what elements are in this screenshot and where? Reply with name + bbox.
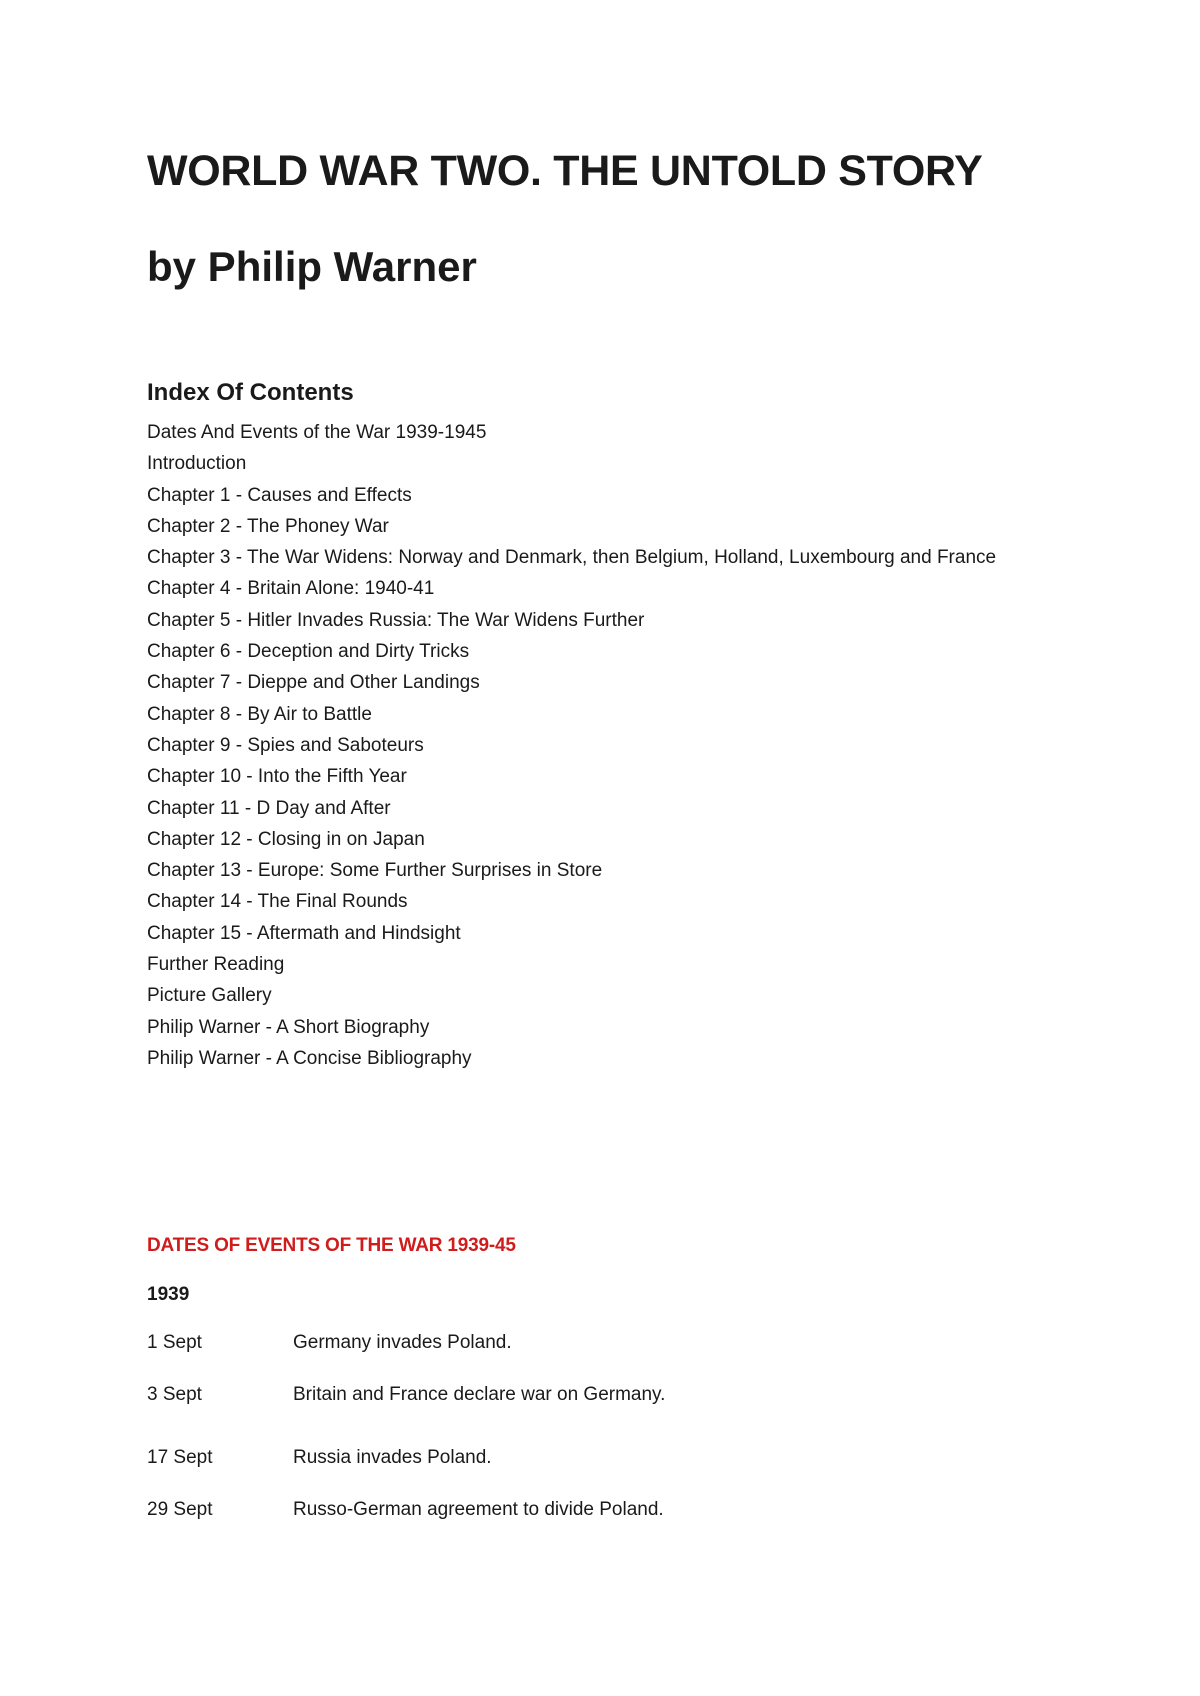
toc-item[interactable]: Chapter 5 - Hitler Invades Russia: The War Widens Further <box>147 609 645 631</box>
toc-item[interactable]: Further Reading <box>147 954 285 976</box>
toc-item[interactable]: Introduction <box>147 453 247 475</box>
toc-item[interactable]: Chapter 6 - Deception and Dirty Tricks <box>147 641 470 663</box>
toc-item[interactable]: Chapter 2 - The Phoney War <box>147 515 389 537</box>
document-title: WORLD WAR TWO. THE UNTOLD STORY <box>147 147 983 195</box>
dates-section-heading: DATES OF EVENTS OF THE WAR 1939-45 <box>147 1235 516 1256</box>
event-description: Russia invades Poland. <box>293 1447 492 1468</box>
event-description: Britain and France declare war on Germany. <box>293 1384 666 1405</box>
index-heading: Index Of Contents <box>147 379 354 406</box>
toc-item[interactable]: Chapter 13 - Europe: Some Further Surprises in Store <box>147 860 603 882</box>
year-heading: 1939 <box>147 1284 190 1305</box>
event-description: Russo-German agreement to divide Poland. <box>293 1499 664 1520</box>
toc-item[interactable]: Chapter 4 - Britain Alone: 1940-41 <box>147 578 435 600</box>
toc-item[interactable]: Chapter 10 - Into the Fifth Year <box>147 766 407 788</box>
toc-item[interactable]: Chapter 14 - The Final Rounds <box>147 891 408 913</box>
event-date: 1 Sept <box>147 1332 202 1353</box>
toc-item[interactable]: Picture Gallery <box>147 985 272 1007</box>
toc-item[interactable]: Chapter 15 - Aftermath and Hindsight <box>147 922 461 944</box>
toc-item[interactable]: Dates And Events of the War 1939-1945 <box>147 422 487 443</box>
toc-item[interactable]: Chapter 12 - Closing in on Japan <box>147 828 425 850</box>
event-description: Germany invades Poland. <box>293 1332 512 1353</box>
event-date: 3 Sept <box>147 1384 202 1405</box>
table-of-contents <box>147 417 996 1074</box>
event-date: 17 Sept <box>147 1447 213 1468</box>
toc-item[interactable]: Chapter 3 - The War Widens: Norway and Denmark, then Belgium, Holland, Luxembourg and France <box>147 547 997 569</box>
toc-item[interactable]: Philip Warner - A Short Biography <box>147 1016 430 1038</box>
event-date: 29 Sept <box>147 1499 213 1520</box>
toc-item[interactable]: Chapter 11 - D Day and After <box>147 797 391 819</box>
toc-item[interactable]: Chapter 7 - Dieppe and Other Landings <box>147 672 480 694</box>
toc-item[interactable]: Chapter 8 - By Air to Battle <box>147 703 372 725</box>
document-author: by Philip Warner <box>147 243 477 290</box>
toc-item[interactable]: Chapter 9 - Spies and Saboteurs <box>147 734 424 756</box>
toc-item[interactable]: Chapter 1 - Causes and Effects <box>147 484 412 506</box>
toc-item[interactable]: Philip Warner - A Concise Bibliography <box>147 1047 472 1069</box>
